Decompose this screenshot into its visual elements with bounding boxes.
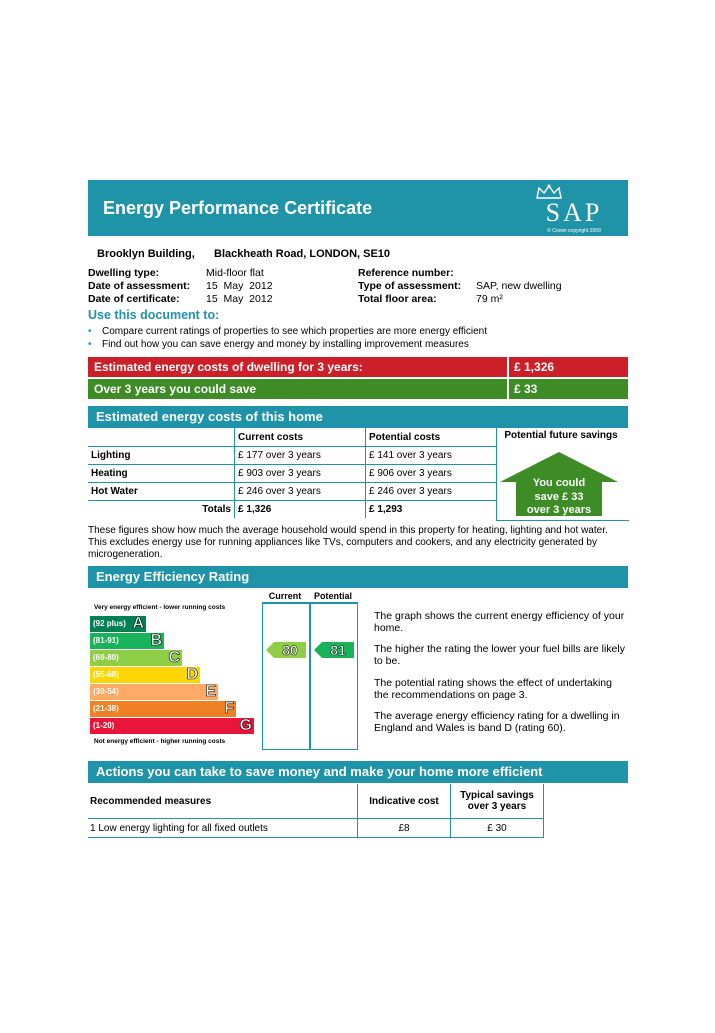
costs-note: These figures show how much the average household would spend in this property for heating, lighting and hot water. This excludes energy use for running appliances like TVs, computers and cookers, and any electricity generated by microgeneration. <box>88 525 608 560</box>
current-rating-value: 80 <box>282 642 298 658</box>
header-future-savings: Potential future savings <box>504 430 618 441</box>
savings-line-2: save £ 33 <box>534 491 584 503</box>
potential-rating-value: 81 <box>330 642 346 658</box>
table-row: Hot Water £ 246 over 3 years £ 246 over 3 years <box>88 483 496 501</box>
band-f: (21-38) F <box>90 701 236 717</box>
floor-area-label: Total floor area: <box>358 293 437 305</box>
table-header-row <box>88 784 544 819</box>
current-column <box>262 604 310 750</box>
band-d: (55-68) D <box>90 667 200 683</box>
savings-summary-value: £ 33 <box>509 379 628 399</box>
rating-section-title: Energy Efficiency Rating <box>88 566 628 588</box>
header-measures: Recommended measures <box>88 784 358 819</box>
costs-table <box>88 428 496 518</box>
potential-column-header: Potential <box>313 591 352 601</box>
rating-top-label: Very energy efficient - lower running costs <box>94 604 226 611</box>
potential-column <box>310 604 358 750</box>
rating-text-4: The average energy efficiency rating for a dwelling in England and Wales is band D (rating 60). <box>374 710 620 734</box>
reference-label: Reference number: <box>358 267 454 279</box>
cost-summary-value: £ 1,326 <box>509 357 628 377</box>
type-assessment-label: Type of assessment: <box>358 280 462 292</box>
date-certificate-label: Date of certificate: <box>88 293 180 305</box>
sap-logo <box>534 184 614 234</box>
bullet-icon: • <box>88 326 92 337</box>
savings-summary-label: Over 3 years you could save <box>88 379 507 399</box>
date-assessment-value: 15 May 2012 <box>206 280 273 292</box>
savings-line-1: You could <box>532 477 586 489</box>
band-g: (1-20) G <box>90 718 254 734</box>
table-row: Heating £ 903 over 3 years £ 906 over 3 years <box>88 465 496 483</box>
actions-section-title: Actions you can take to save money and make your home more efficient <box>88 761 628 783</box>
sap-logo-text: SAP <box>545 198 603 227</box>
band-b: (81-91) B <box>90 633 164 649</box>
header-typical-savings: Typical savings over 3 years <box>451 784 544 819</box>
rating-bottom-label: Not energy efficient - higher running costs <box>94 738 226 745</box>
savings-line-3: over 3 years <box>526 504 592 516</box>
cost-summary-label: Estimated energy costs of dwelling for 3 years: <box>88 357 507 377</box>
date-assessment-label: Date of assessment: <box>88 280 191 292</box>
date-certificate-value: 15 May 2012 <box>206 293 273 305</box>
header-potential-costs: Potential costs <box>366 428 497 447</box>
page-title: Energy Performance Certificate <box>103 198 373 218</box>
logo-copyright: © Crown copyright 2009 <box>547 228 601 234</box>
potential-rating-arrow <box>314 642 354 658</box>
dwelling-type-label: Dwelling type: <box>88 267 160 279</box>
bullet-icon: • <box>88 339 92 350</box>
table-row: Lighting £ 177 over 3 years £ 141 over 3 years <box>88 447 496 465</box>
current-column-header: Current <box>268 591 302 601</box>
use-list <box>88 326 487 352</box>
address-street: Blackheath Road, LONDON, SE10 <box>214 248 391 260</box>
current-rating-arrow <box>266 642 306 658</box>
type-assessment-value: SAP, new dwelling <box>476 280 562 292</box>
table-totals-row: Totals £ 1,326 £ 1,293 <box>88 501 496 519</box>
header-cell <box>88 428 235 447</box>
header-current-costs: Current costs <box>235 428 366 447</box>
table-row: 1 Low energy lighting for all fixed outlets £8 £ 30 <box>88 819 544 838</box>
floor-area-value: 79 m² <box>476 293 503 305</box>
costs-section-title: Estimated energy costs of this home <box>88 406 628 428</box>
dwelling-type-value: Mid-floor flat <box>206 267 264 279</box>
band-a: (92 plus) A <box>90 616 146 632</box>
list-item: • Compare current ratings of properties to see which properties are more energy efficient <box>88 326 488 337</box>
header-bar <box>88 180 628 236</box>
rating-text-1: The graph shows the current energy efficiency of your home. <box>374 610 625 634</box>
savings-house-icon <box>498 450 620 518</box>
rating-text-2: The higher the rating the lower your fuel bills are likely to be. <box>374 643 625 667</box>
rating-text-3: The potential rating shows the effect of undertaking the recommendations on page 3. <box>374 677 612 701</box>
band-e: (39-54) E <box>90 684 218 700</box>
table-header-row <box>88 428 496 447</box>
use-title: Use this document to: <box>88 308 220 322</box>
address-building: Brooklyn Building, <box>97 248 195 260</box>
band-c: (69-80) C <box>90 650 182 666</box>
list-item: • Find out how you can save energy and money by installing improvement measures <box>88 339 469 350</box>
header-indicative-cost: Indicative cost <box>358 784 451 819</box>
actions-table <box>88 784 544 838</box>
column-divider <box>262 602 358 604</box>
